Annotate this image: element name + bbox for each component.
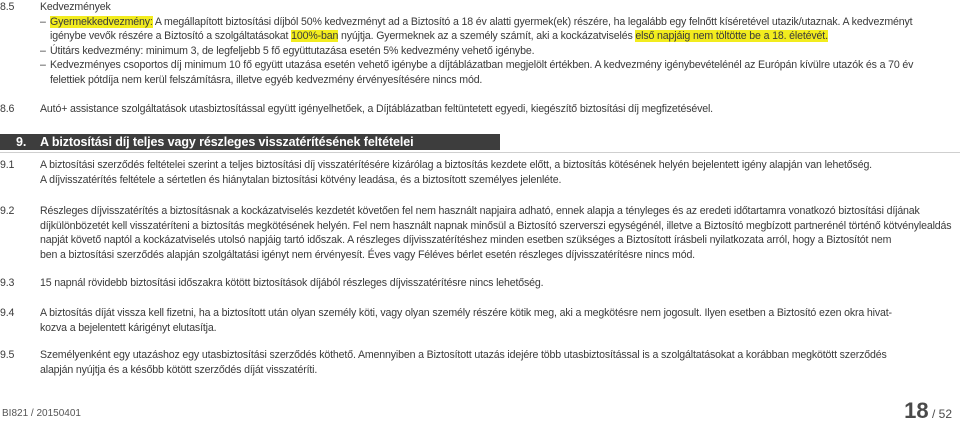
- text-line: 15 napnál rövidebb biztosítási időszakra kötött biztosítások díjából részleges díjvisszatérítésre nincs lehetőség.: [40, 277, 544, 289]
- section-number: 9.2: [0, 205, 15, 217]
- text-line: Személyenként egy utazáshoz egy utasbiztosítási szerződés köthető. Amennyiben a Biztosított utazás idejére több utasbiztosítással is a szolgáltatásokat a korábban megkötött szerződés: [40, 349, 887, 361]
- section-title: Kedvezmények: [40, 1, 111, 13]
- companion-discount-line: – Útitárs kedvezmény: minimum 3, de legfeljebb 5 fő együttutazása esetén 5% kedvezmény vehető igénybe.: [40, 44, 535, 57]
- section-number: 9.3: [0, 277, 15, 289]
- group-discount-line-1: – Kedvezményes csoportos díj minimum 10 fő együtt utazása esetén vehető igénybe a díjtáblázatban megjelölt értékben. A kedvezmény igénybevételénél az Európán kívülre utazók és a 70 év: [40, 59, 914, 72]
- heading-number: 9.: [16, 135, 27, 149]
- text-line: alapján nyújtja és a később kötött szerződés díját visszatéríti.: [40, 363, 318, 376]
- heading-text: A biztosítási díj teljes vagy részleges visszatérítésének feltételei: [40, 135, 414, 149]
- child-discount-line-2: igénybe vevők részére a Biztosító a szolgáltatásokat 100%-ban nyújtja. Gyermeknek az a személy számít, aki a kockázatviselés első napjáig nem töltötte be a 18. életévét.: [50, 30, 828, 43]
- section-9-heading: [0, 134, 500, 150]
- section-number: 8.5: [0, 1, 15, 13]
- current-page: 18: [904, 398, 929, 423]
- section-text: Autó+ assistance szolgáltatások utasbiztosítással együtt igényelhetőek, a Díjtáblázatban feltüntetett egyedi, kiegészítő biztosítási díj megfizetésével.: [40, 103, 713, 115]
- heading-divider: [0, 152, 960, 153]
- text-line: kozva a bejelentett kárigényt elutasítja.: [40, 321, 217, 334]
- page-number: [904, 398, 952, 424]
- section-number: 9.4: [0, 307, 15, 319]
- section-number: 8.6: [0, 103, 15, 115]
- highlight-100-percent: 100%-ban: [291, 30, 339, 43]
- text-line: napját követő naptól a kockázatviselés utolsó napjáig tartó időszak. A részleges díjvisszatérítéshez minden esetben szükséges a Biztosított írásbeli nyilatkozata arról, hogy a Biztosítót nem: [40, 234, 892, 247]
- text-line: díjkülönbözetét kell visszatéríteni a biztosítás megkötésének helyén. Fel nem használt napnak minősül a Biztosító szerverszi egységénél, illetve a Biztosító megbízott partnerénél történő kötvénylealdás: [40, 219, 952, 232]
- document-code: BI821 / 20150401: [2, 408, 81, 419]
- child-discount-line-1: – Gyermekkedvezmény: A megállapított biztosítási díjból 50% kedvezményt ad a Biztosító a 18 év alatti gyermek(ek) részére, ha legalább egy felnőtt kíséretével utazik/utaznak. A kedvezményt: [40, 15, 913, 28]
- highlight-age-limit: első napjáig nem töltötte be a 18. életévét.: [635, 30, 828, 43]
- highlight-child-discount: Gyermekkedvezmény:: [50, 15, 153, 28]
- text-line: A biztosítási szerződés feltételei szerint a teljes biztosítási díj visszatérítésére kizárólag a biztosítás kezdete előtt, a biztosítás kötésének helyén bejelentett igény alapján van lehetőség.: [40, 159, 872, 171]
- total-pages: 52: [938, 407, 952, 421]
- section-number: 9.5: [0, 349, 15, 361]
- section-number: 9.1: [0, 159, 15, 171]
- text-line: A díjvisszatérítés feltétele a sértetlen és hiánytalan biztosítási kötvény leadása, és a biztosított személyes jelenléte.: [40, 173, 562, 186]
- page-separator: /: [928, 407, 939, 421]
- text-line: Részleges díjvisszatérítés a biztosításnak a kockázatviselés kezdetét követően fel nem használt napjaira adható, ennek alapja a tényleges és az eredeti időtartamra vonatkozó biztosítási díjának: [40, 205, 920, 217]
- text-line: ben a biztosítási szerződés alapján szolgáltatási igényt nem érvényesít. Éves vagy Féléves bérlet esetén részleges díjvisszatérítésre nincs mód.: [40, 248, 695, 261]
- group-discount-line-2: felettiek pótdíja nem kerül felszámításra, illetve egyéb kedvezmény érvényesítésére nincs mód.: [50, 73, 483, 86]
- text-line: A biztosítás díját vissza kell fizetni, ha a biztosított után olyan személy köti, vagy olyan személy részére kötik meg, aki a megkötésre nem jogosult. Ilyen esetben a Biztosító ezen okra hivat-: [40, 307, 892, 319]
